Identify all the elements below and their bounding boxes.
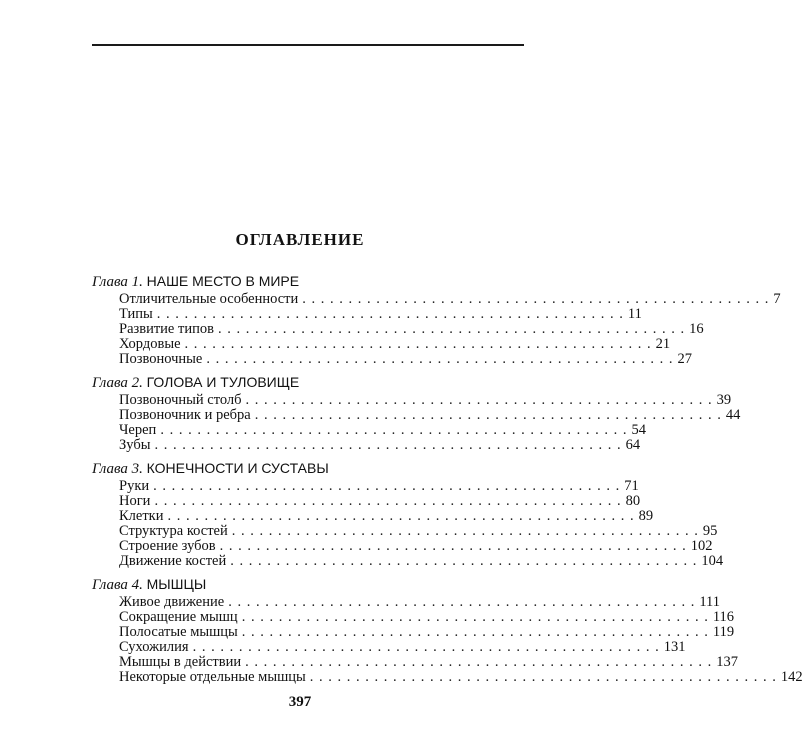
chapter-3 [92, 459, 724, 569]
toc-entry-page: 64 [625, 437, 641, 453]
toc-entry[interactable] [92, 306, 642, 322]
toc-entry[interactable] [92, 624, 735, 640]
toc-entry[interactable] [92, 654, 738, 670]
leader-dots: . . . . . . . . . . . . . . . . . . . . . . . . . . . . . . . . . . . . . . . . . . . . . . . . . . . [241, 609, 709, 625]
toc-entry[interactable] [92, 407, 741, 423]
toc-entry-page: 71 [624, 478, 639, 494]
toc-entry[interactable] [92, 336, 671, 352]
toc-entry-page: 111 [699, 594, 721, 610]
toc-entry[interactable] [92, 669, 803, 685]
toc-entry[interactable] [92, 594, 721, 610]
leader-dots: . . . . . . . . . . . . . . . . . . . . . . . . . . . . . . . . . . . . . . . . . . . . . . . . . . . [153, 478, 621, 494]
toc-entry-title: Зубы [119, 437, 151, 453]
toc-entry-page: 39 [716, 392, 732, 408]
toc-entry-page: 16 [689, 321, 704, 337]
leader-dots: . . . . . . . . . . . . . . . . . . . . . . . . . . . . . . . . . . . . . . . . . . . . . . . . . . . [219, 538, 687, 554]
toc-entry-title: Движение костей [119, 553, 227, 569]
toc-entry-page: 7 [773, 291, 781, 307]
chapter-heading [92, 575, 500, 595]
leader-dots: . . . . . . . . . . . . . . . . . . . . . . . . . . . . . . . . . . . . . . . . . . . . . . . . . . . [184, 336, 652, 352]
chapter-4 [92, 575, 803, 685]
toc-entry-title: Отличительные особенности [119, 291, 299, 307]
toc-entry[interactable] [92, 351, 692, 367]
toc-entry-page: 104 [701, 553, 724, 569]
toc-entry-page: 131 [663, 639, 686, 655]
toc-entry-page: 21 [655, 336, 671, 352]
leader-dots: . . . . . . . . . . . . . . . . . . . . . . . . . . . . . . . . . . . . . . . . . . . . . . . . . . . [254, 407, 722, 423]
toc-entry-title: Сухожилия [119, 639, 189, 655]
chapter-label: Глава 3. [92, 461, 143, 477]
leader-dots: . . . . . . . . . . . . . . . . . . . . . . . . . . . . . . . . . . . . . . . . . . . . . . . . . . . [167, 508, 635, 524]
leader-dots: . . . . . . . . . . . . . . . . . . . . . . . . . . . . . . . . . . . . . . . . . . . . . . . . . . . [192, 639, 660, 655]
toc-entry-page: 142 [780, 669, 803, 685]
leader-dots: . . . . . . . . . . . . . . . . . . . . . . . . . . . . . . . . . . . . . . . . . . . . . . . . . . . [217, 321, 686, 337]
toc-entry-title: Позвоночные [119, 351, 203, 367]
toc-entry-page: 27 [677, 351, 692, 367]
toc-entry-title: Структура костей [119, 523, 228, 539]
chapter-title: МЫШЦЫ [146, 576, 207, 592]
chapter-2 [92, 373, 741, 453]
toc-entry[interactable] [92, 321, 704, 337]
toc-entry[interactable] [92, 538, 713, 554]
toc-entry-title: Руки [119, 478, 150, 494]
toc-entry-title: Хордовые [119, 336, 181, 352]
leader-dots: . . . . . . . . . . . . . . . . . . . . . . . . . . . . . . . . . . . . . . . . . . . . . . . . . . . [156, 306, 624, 322]
toc-entry-page: 119 [712, 624, 735, 640]
leader-dots: . . . . . . . . . . . . . . . . . . . . . . . . . . . . . . . . . . . . . . . . . . . . . . . . . . . [231, 523, 699, 539]
leader-dots: . . . . . . . . . . . . . . . . . . . . . . . . . . . . . . . . . . . . . . . . . . . . . . . . . . . [302, 291, 770, 307]
leader-dots: . . . . . . . . . . . . . . . . . . . . . . . . . . . . . . . . . . . . . . . . . . . . . . . . . . . [309, 669, 777, 685]
toc-entry-title: Полосатые мышцы [119, 624, 238, 640]
toc-entry[interactable] [92, 609, 735, 625]
toc-title: ОГЛАВЛЕНИЕ [235, 230, 365, 249]
toc-entry[interactable] [92, 478, 639, 494]
leader-dots: . . . . . . . . . . . . . . . . . . . . . . . . . . . . . . . . . . . . . . . . . . . . . . . . . . . [154, 493, 622, 509]
chapter-1 [92, 272, 781, 367]
leader-dots: . . . . . . . . . . . . . . . . . . . . . . . . . . . . . . . . . . . . . . . . . . . . . . . . . . . [206, 351, 674, 367]
toc-entry[interactable] [92, 437, 641, 453]
toc-entry[interactable] [92, 392, 732, 408]
toc-entry[interactable] [92, 639, 686, 655]
toc-entry[interactable] [92, 422, 646, 438]
toc-entry-title: Типы [119, 306, 153, 322]
toc-entry-page: 116 [712, 609, 735, 625]
toc-entry-page: 95 [702, 523, 718, 539]
chapter-heading [92, 272, 500, 292]
toc-entry-page: 89 [638, 508, 654, 524]
table-of-contents [92, 272, 803, 691]
chapter-label: Глава 4. [92, 577, 143, 593]
toc-entry[interactable] [92, 508, 654, 524]
chapter-heading [92, 459, 500, 479]
leader-dots: . . . . . . . . . . . . . . . . . . . . . . . . . . . . . . . . . . . . . . . . . . . . . . . . . . . [245, 654, 713, 670]
leader-dots: . . . . . . . . . . . . . . . . . . . . . . . . . . . . . . . . . . . . . . . . . . . . . . . . . . . [241, 624, 709, 640]
toc-entry-title: Сокращение мышц [119, 609, 238, 625]
toc-entry-title: Живое движение [119, 594, 225, 610]
toc-entry-title: Череп [119, 422, 157, 438]
toc-entry-title: Развитие типов [119, 321, 214, 337]
leader-dots: . . . . . . . . . . . . . . . . . . . . . . . . . . . . . . . . . . . . . . . . . . . . . . . . . . . [154, 437, 622, 453]
toc-entry-page: 44 [725, 407, 741, 423]
page-number: 397 [288, 694, 312, 710]
toc-entry-title: Позвоночный столб [119, 392, 242, 408]
top-rule [92, 44, 524, 46]
toc-entry-title: Некоторые отдельные мышцы [119, 669, 306, 685]
chapter-title: КОНЕЧНОСТИ И СУСТАВЫ [146, 460, 329, 476]
toc-entry-title: Ноги [119, 493, 151, 509]
toc-entry[interactable] [92, 493, 641, 509]
toc-entry-title: Мышцы в действии [119, 654, 242, 670]
chapter-label: Глава 1. [92, 274, 143, 290]
toc-entry-title: Клетки [119, 508, 164, 524]
toc-entry-page: 102 [690, 538, 713, 554]
leader-dots: . . . . . . . . . . . . . . . . . . . . . . . . . . . . . . . . . . . . . . . . . . . . . . . . . . . [230, 553, 698, 569]
toc-entry-page: 54 [631, 422, 646, 438]
chapter-label: Глава 2. [92, 375, 143, 391]
toc-entry[interactable] [92, 291, 781, 307]
leader-dots: . . . . . . . . . . . . . . . . . . . . . . . . . . . . . . . . . . . . . . . . . . . . . . . . . . . [245, 392, 713, 408]
toc-entry-page: 80 [625, 493, 641, 509]
toc-entry-title: Позвоночник и ребра [119, 407, 251, 423]
chapter-title: ГОЛОВА И ТУЛОВИЩЕ [146, 374, 300, 390]
toc-entry[interactable] [92, 553, 724, 569]
toc-entry[interactable] [92, 523, 718, 539]
chapter-heading [92, 373, 500, 393]
chapter-title: НАШЕ МЕСТО В МИРЕ [146, 273, 300, 289]
leader-dots: . . . . . . . . . . . . . . . . . . . . . . . . . . . . . . . . . . . . . . . . . . . . . . . . . . . [160, 422, 628, 438]
leader-dots: . . . . . . . . . . . . . . . . . . . . . . . . . . . . . . . . . . . . . . . . . . . . . . . . . . . [228, 594, 696, 610]
toc-entry-page: 11 [627, 306, 642, 322]
toc-entry-page: 137 [716, 654, 738, 670]
toc-entry-title: Строение зубов [119, 538, 216, 554]
